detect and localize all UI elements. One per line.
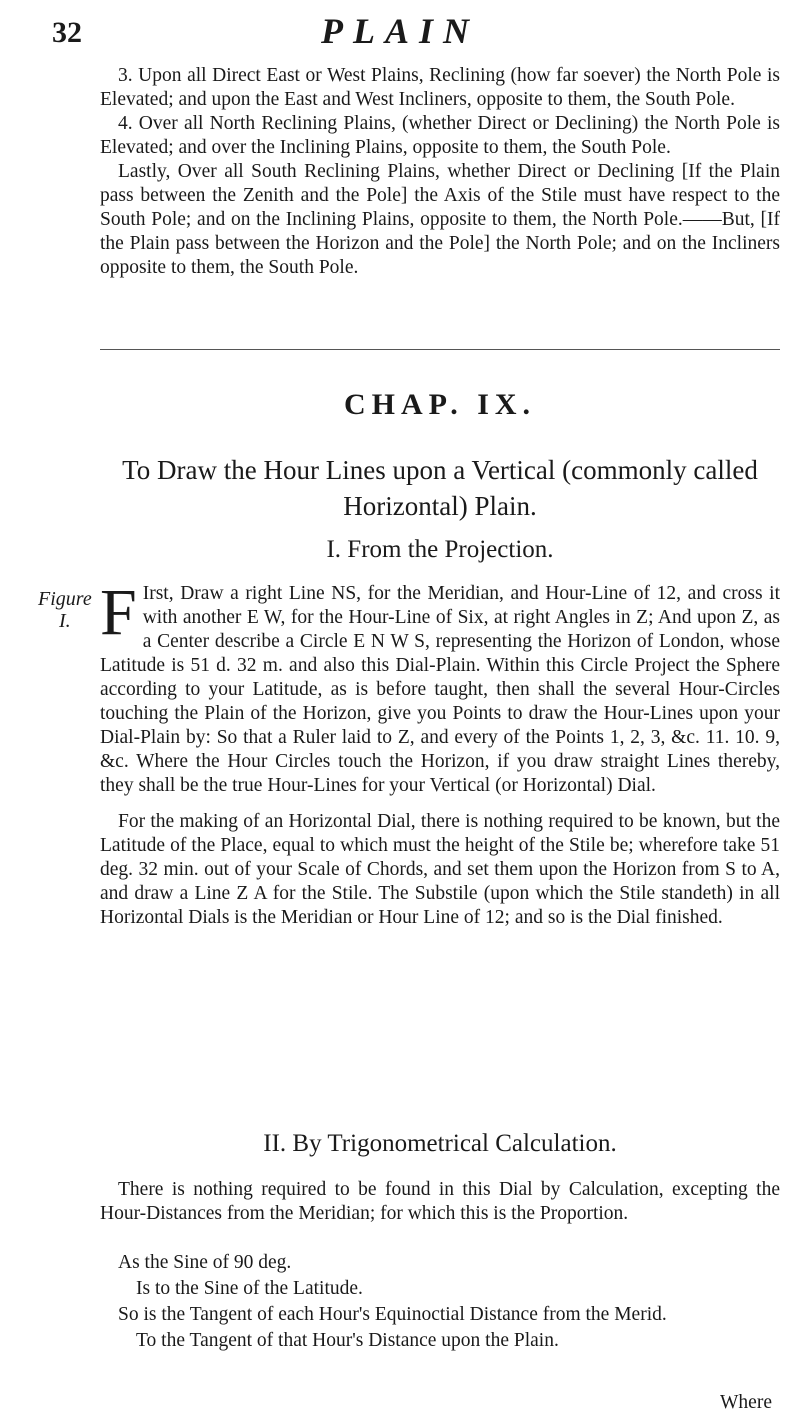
paragraph-4: 4. Over all North Reclining Plains, (whether Direct or Declining) the North Pole is Elevated; and over the Inclining Plains, opposite to them, the South Pole. xyxy=(100,113,780,158)
page-number: 32 xyxy=(52,16,82,49)
paragraph-3: 3. Upon all Direct East or West Plains, Reclining (how far soever) the North Pole is Elevated; and upon the East and West Incliners, opposite to them, the South Pole. xyxy=(100,65,780,110)
section-2-body xyxy=(100,1178,780,1226)
paragraph-horizontal-dial: For the making of an Horizontal Dial, there is nothing required to be known, but the Latitude of the Place, equal to which must the height of the Stile be; wherefore take 51 deg. 32 min. out of your Scale of Chords, and set them upon the Horizon from S to A, and draw a Line Z A for the Stile. The Substile (upon which the Stile standeth) in all Horizontal Dials is the Meridian or Hour Line of 12; and so is the Dial finished. xyxy=(100,811,780,928)
proportion-line-3: So is the Tangent of each Hour's Equinoctial Distance from the Merid. xyxy=(118,1304,667,1325)
section-rule xyxy=(100,349,780,350)
paragraph-proportion: There is nothing required to be found in this Dial by Calculation, excepting the Hour-Distances from the Meridian; for which this is the Proportion. xyxy=(100,1179,780,1224)
paragraph-first xyxy=(100,576,780,798)
proportion-lines xyxy=(100,1250,780,1354)
proportion-line-2: Is to the Sine of the Latitude. xyxy=(136,1278,363,1299)
paragraph-first-text: Irst, Draw a right Line NS, for the Meridian, and Hour-Line of 12, and cross it with another E W, for the Hour-Line of Six, at right Angles in Z; And upon Z, as a Center describe a Circle E N W S, representing the Horizon of London, whose Latitude is 51 d. 32 m. and also this Dial-Plain. Within this Circle Project the Sphere according to your Latitude, as is before taught, then shall the several Hour-Circles touching the Plain of the Horizon, give you Points to draw the Hour-Lines upon your Dial-Plain by: So that a Ruler laid to Z, and every of the Points 1, 2, 3, &c. 11. 10. 9, &c. Where the Hour Circles touch the Horizon, if you draw straight Lines thereby, they shall be the true Hour-Lines for your Vertical (or Horizontal) Dial. xyxy=(100,583,780,796)
running-head: PLAIN xyxy=(321,11,479,51)
proportion-line-1: As the Sine of 90 deg. xyxy=(118,1252,292,1273)
paragraph-lastly: Lastly, Over all South Reclining Plains, whether Direct or Declining [If the Plain pass between the Zenith and the Pole] the Axis of the Stile must have respect to the South Pole; and on the Inclining Plains, opposite to them, the North Pole.——But, [If the Plain pass between the Horizon and the Pole] the North Pole; and on the Incliners opposite to them, the South Pole. xyxy=(100,161,780,278)
catchword: Where xyxy=(720,1392,772,1413)
chapter-heading: CHAP. IX. xyxy=(343,388,537,421)
intro-block xyxy=(100,64,780,280)
chapter-title: To Draw the Hour Lines upon a Vertical (commonly called Horizontal) Plain. xyxy=(122,455,758,521)
drop-cap: F xyxy=(100,576,137,649)
section-1-body xyxy=(100,576,780,930)
proportion-line-4: To the Tangent of that Hour's Distance upon the Plain. xyxy=(136,1330,559,1351)
section-2-heading: II. By Trigonometrical Calculation. xyxy=(263,1130,617,1157)
section-1-heading: I. From the Projection. xyxy=(326,536,554,563)
margin-note: Figure I. xyxy=(38,588,92,632)
